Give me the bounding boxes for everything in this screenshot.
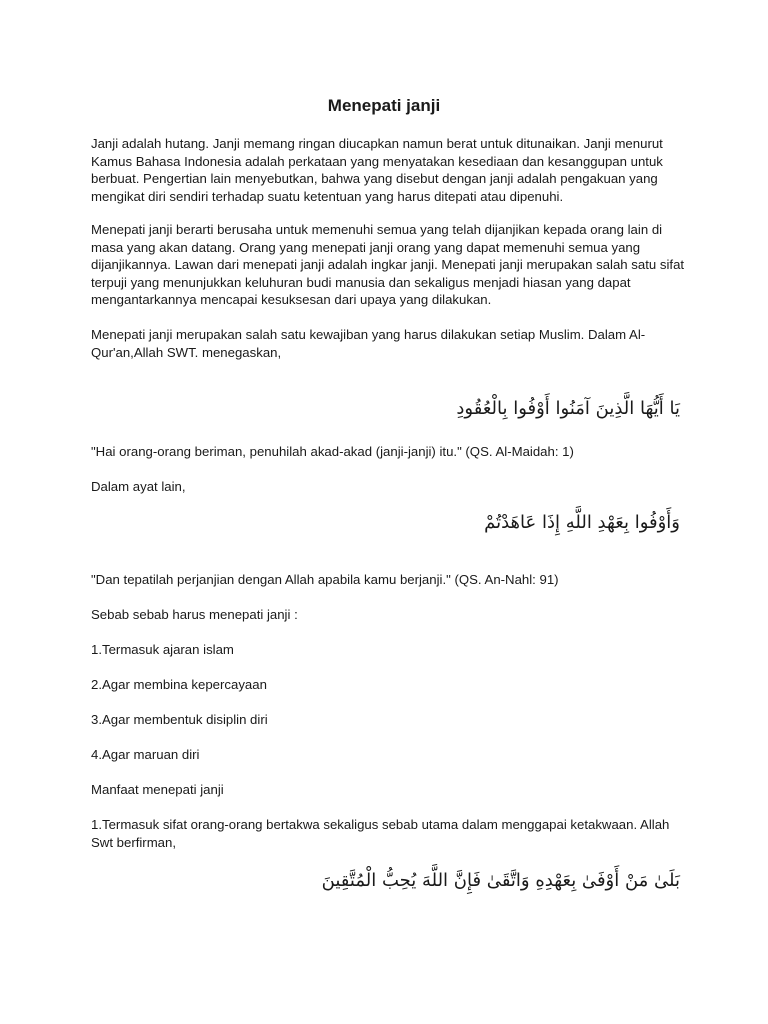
paragraph-ayat-lain: Dalam ayat lain, — [91, 479, 186, 494]
sebab-item: 3.Agar membentuk disiplin diri — [91, 712, 268, 727]
translation-an-nahl: "Dan tepatilah perjanjian dengan Allah apabila kamu berjanji." (QS. An-Nahl: 91) — [91, 572, 559, 587]
paragraph-obligation: Menepati janji merupakan salah satu kewajiban yang harus dilakukan setiap Muslim. Dalam Al-Qur'an,Allah SWT. menegaskan, — [91, 327, 646, 360]
arabic-verse-al-maidah: يَا أَيُّهَا الَّذِينَ آمَنُوا أَوْفُوا بِالْعُقُودِ — [456, 398, 680, 419]
paragraph-meaning: Menepati janji berarti berusaha untuk memenuhi semua yang telah dijanjikan kepada orang lain di masa yang akan datang. Orang yang menepati janji orang yang dapat memenuhi semua yang dijanjikannya. Lawan dari menepati janji adalah ingkar janji. Menepati janji merupakan salah satu sifat terpuji yang menunjukkan keluhuran budi manusia dan sekaligus menjadi hiasan yang dapat mengantarkannya mencapai kesuksesan dari upaya yang dilakukan. — [91, 222, 685, 307]
sebab-item: 1.Termasuk ajaran islam — [91, 642, 234, 657]
document-title: Menepati janji — [327, 96, 441, 115]
arabic-verse-an-nahl: وَأَوْفُوا بِعَهْدِ اللَّهِ إِذَا عَاهَدْتُمْ — [484, 512, 680, 533]
manfaat-heading: Manfaat menepati janji — [91, 782, 224, 797]
sebab-item: 2.Agar membina kepercayaan — [91, 677, 267, 692]
sebab-item: 4.Agar maruan diri — [91, 747, 200, 762]
arabic-verse-ali-imran: بَلَىٰ مَنْ أَوْفَىٰ بِعَهْدِهِ وَاتَّقَىٰ فَإِنَّ اللَّهَ يُحِبُّ الْمُتَّقِينَ — [321, 870, 680, 891]
manfaat-item: 1.Termasuk sifat orang-orang bertakwa sekaligus sebab utama dalam menggapai ketakwaan. Allah Swt berfirman, — [91, 817, 670, 850]
sebab-heading: Sebab sebab harus menepati janji : — [91, 607, 298, 622]
paragraph-definition: Janji adalah hutang. Janji memang ringan diucapkan namun berat untuk ditunaikan. Janji menurut Kamus Bahasa Indonesia adalah perkataan yang menyatakan kesediaan dan kesanggupan untuk berbuat. Pengertian lain menyebutkan, bahwa yang disebut dengan janji adalah pengakuan yang mengikat diri sendiri terhadap suatu ketentuan yang harus ditepati atau dipenuhi. — [91, 136, 663, 204]
translation-al-maidah: "Hai orang-orang beriman, penuhilah akad-akad (janji-janji) itu." (QS. Al-Maidah: 1) — [91, 444, 574, 459]
